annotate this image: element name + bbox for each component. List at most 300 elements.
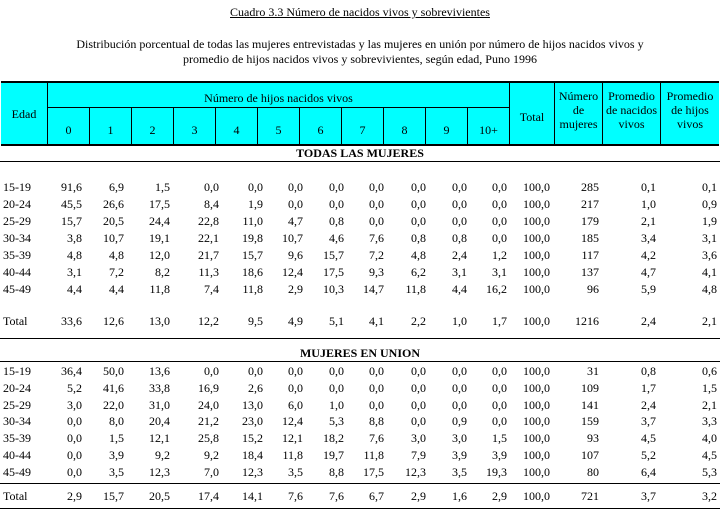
cell-value: 1,0 bbox=[641, 197, 656, 211]
cell-value: 4,7 bbox=[288, 214, 303, 228]
cell-value: 8,2 bbox=[155, 265, 170, 279]
cell-value: 80 bbox=[587, 464, 599, 479]
row-label: 35-39 bbox=[3, 431, 31, 446]
cell-value: 5,3 bbox=[702, 464, 717, 479]
cell-value: 10,7 bbox=[282, 231, 303, 245]
cell-value: 3,5 bbox=[452, 464, 467, 479]
header-children-3: 3 bbox=[191, 123, 198, 137]
cell-value: 1,6 bbox=[452, 489, 467, 503]
cell-value: 6,9 bbox=[109, 180, 124, 194]
cell-value: 0,0 bbox=[288, 197, 303, 211]
cell-value: 100,0 bbox=[523, 489, 550, 503]
header-total: Total bbox=[519, 110, 545, 124]
cell-value: 2,1 bbox=[702, 397, 717, 412]
cell-value: 1,2 bbox=[492, 248, 507, 262]
cell-value: 117 bbox=[581, 248, 599, 262]
cell-value: 3,0 bbox=[411, 431, 426, 446]
cell-value: 50,0 bbox=[103, 364, 124, 378]
cell-value: 100,0 bbox=[523, 265, 550, 279]
row-label: Total bbox=[3, 314, 28, 328]
table-row bbox=[0, 381, 720, 397]
cell-value: 4,8 bbox=[67, 248, 82, 262]
cell-value: 3,7 bbox=[641, 489, 656, 503]
cell-value: 7,6 bbox=[369, 431, 384, 446]
cell-value: 0,0 bbox=[67, 464, 82, 479]
cell-value: 100,0 bbox=[523, 180, 550, 194]
cell-value: 185 bbox=[581, 231, 599, 245]
header-edad: Edad bbox=[11, 107, 37, 121]
header-prom-nac-l3: vivos bbox=[618, 117, 645, 131]
cell-value: 3,0 bbox=[452, 431, 467, 446]
section-rule bbox=[0, 161, 720, 162]
cell-value: 0,0 bbox=[492, 231, 507, 245]
cell-value: 1,5 bbox=[492, 431, 507, 446]
header-children-0: 0 bbox=[65, 123, 72, 137]
header-column-divider bbox=[554, 83, 555, 144]
cell-value: 11,0 bbox=[242, 214, 263, 228]
cell-value: 16,2 bbox=[486, 282, 507, 296]
header-children-1: 1 bbox=[107, 123, 114, 137]
cell-value: 19,1 bbox=[149, 231, 170, 245]
section-rule bbox=[0, 508, 720, 509]
cell-value: 12,1 bbox=[149, 431, 170, 446]
cell-value: 0,0 bbox=[492, 197, 507, 211]
cell-value: 8,8 bbox=[369, 414, 384, 429]
cell-value: 100,0 bbox=[523, 380, 550, 395]
cell-value: 0,8 bbox=[329, 214, 344, 228]
cell-value: 3,5 bbox=[288, 464, 303, 479]
cell-value: 0,0 bbox=[67, 431, 82, 446]
cell-value: 1,5 bbox=[109, 431, 124, 446]
cell-value: 0,0 bbox=[248, 364, 263, 378]
cell-value: 0,0 bbox=[204, 180, 219, 194]
header-children-9: 9 bbox=[443, 123, 450, 137]
cell-value: 91,6 bbox=[61, 180, 82, 194]
table-subtitle bbox=[60, 37, 660, 67]
cell-value: 0,0 bbox=[452, 397, 467, 412]
cell-value: 7,2 bbox=[369, 248, 384, 262]
cell-value: 4,6 bbox=[329, 231, 344, 245]
cell-value: 9,3 bbox=[369, 265, 384, 279]
cell-value: 0,0 bbox=[369, 397, 384, 412]
table-row bbox=[0, 364, 720, 380]
header-column-divider bbox=[602, 83, 603, 144]
row-label: 25-29 bbox=[3, 397, 31, 412]
cell-value: 0,0 bbox=[288, 180, 303, 194]
cell-value: 14,7 bbox=[363, 282, 384, 296]
cell-value: 36,4 bbox=[61, 364, 82, 378]
cell-value: 100,0 bbox=[523, 231, 550, 245]
cell-value: 26,6 bbox=[103, 197, 124, 211]
header-promedio-nacidos bbox=[603, 89, 660, 131]
header-prom-sob-l1: Promedio bbox=[666, 89, 714, 103]
cell-value: 100,0 bbox=[523, 414, 550, 429]
cell-value: 3,2 bbox=[702, 489, 717, 503]
section-rule bbox=[0, 361, 720, 362]
cell-value: 100,0 bbox=[523, 464, 550, 479]
cell-value: 8,0 bbox=[109, 414, 124, 429]
cell-value: 0,0 bbox=[329, 180, 344, 194]
cell-value: 0,0 bbox=[288, 364, 303, 378]
cell-value: 2,9 bbox=[67, 489, 82, 503]
cell-value: 100,0 bbox=[523, 448, 550, 462]
cell-value: 24,4 bbox=[149, 214, 170, 228]
cell-value: 3,9 bbox=[492, 448, 507, 462]
cell-value: 5,9 bbox=[641, 282, 656, 296]
header-children-4: 4 bbox=[233, 123, 240, 137]
cell-value: 7,6 bbox=[369, 231, 384, 245]
cell-value: 0,0 bbox=[492, 414, 507, 429]
cell-value: 0,0 bbox=[411, 214, 426, 228]
cell-value: 0,0 bbox=[492, 397, 507, 412]
cell-value: 0,0 bbox=[492, 214, 507, 228]
section-title: TODAS LAS MUJERES bbox=[296, 146, 424, 160]
cell-value: 1,7 bbox=[641, 380, 656, 395]
cell-value: 18,2 bbox=[323, 431, 344, 446]
cell-value: 100,0 bbox=[523, 431, 550, 446]
table-title: Cuadro 3.3 Número de nacidos vivos y sobrevivientes bbox=[230, 5, 490, 19]
table-row bbox=[0, 248, 720, 264]
table-row-total bbox=[0, 489, 720, 505]
header-children-5: 5 bbox=[275, 123, 282, 137]
cell-value: 18,6 bbox=[242, 265, 263, 279]
cell-value: 137 bbox=[581, 265, 599, 279]
cell-value: 0,0 bbox=[204, 364, 219, 378]
table-row bbox=[0, 282, 720, 298]
cell-value: 9,6 bbox=[288, 248, 303, 262]
header-prom-sob-l2: de hijos bbox=[671, 103, 709, 117]
cell-value: 5,2 bbox=[67, 380, 82, 395]
cell-value: 20,4 bbox=[149, 414, 170, 429]
cell-value: 141 bbox=[581, 397, 599, 412]
row-label: 35-39 bbox=[3, 248, 31, 262]
cell-value: 159 bbox=[581, 414, 599, 429]
cell-value: 2,1 bbox=[641, 214, 656, 228]
cell-value: 10,3 bbox=[323, 282, 344, 296]
cell-value: 6,7 bbox=[369, 489, 384, 503]
cell-value: 22,1 bbox=[198, 231, 219, 245]
cell-value: 0,0 bbox=[369, 197, 384, 211]
header-promedio-sobrevivientes bbox=[661, 89, 719, 131]
cell-value: 0,0 bbox=[492, 380, 507, 395]
cell-value: 0,0 bbox=[411, 197, 426, 211]
table-row bbox=[0, 265, 720, 281]
row-label: 30-34 bbox=[3, 414, 31, 429]
cell-value: 100,0 bbox=[523, 282, 550, 296]
cell-value: 3,1 bbox=[492, 265, 507, 279]
table-row bbox=[0, 431, 720, 447]
cell-value: 21,2 bbox=[198, 414, 219, 429]
row-label: 30-34 bbox=[3, 231, 31, 245]
cell-value: 24,0 bbox=[198, 397, 219, 412]
cell-value: 0,8 bbox=[411, 231, 426, 245]
cell-value: 0,0 bbox=[411, 397, 426, 412]
cell-value: 0,9 bbox=[702, 197, 717, 211]
cell-value: 721 bbox=[581, 489, 599, 503]
cell-value: 2,4 bbox=[452, 248, 467, 262]
cell-value: 19,3 bbox=[486, 464, 507, 479]
cell-value: 41,6 bbox=[103, 380, 124, 395]
cell-value: 45,5 bbox=[61, 197, 82, 211]
cell-value: 17,5 bbox=[149, 197, 170, 211]
cell-value: 33,6 bbox=[61, 314, 82, 328]
cell-value: 0,0 bbox=[248, 180, 263, 194]
cell-value: 100,0 bbox=[523, 197, 550, 211]
row-label: 45-49 bbox=[3, 464, 31, 479]
row-label: 20-24 bbox=[3, 380, 31, 395]
cell-value: 13,0 bbox=[242, 397, 263, 412]
cell-value: 1,5 bbox=[702, 380, 717, 395]
cell-value: 100,0 bbox=[523, 364, 550, 378]
cell-value: 19,7 bbox=[323, 448, 344, 462]
cell-value: 5,2 bbox=[641, 448, 656, 462]
cell-value: 0,8 bbox=[452, 231, 467, 245]
cell-value: 2,1 bbox=[702, 314, 717, 328]
cell-value: 3,1 bbox=[702, 231, 717, 245]
table-header bbox=[1, 81, 719, 146]
table-row bbox=[0, 180, 720, 196]
cell-value: 0,0 bbox=[492, 180, 507, 194]
header-numero-l3: mujeres bbox=[559, 117, 598, 131]
table-row bbox=[0, 414, 720, 430]
header-column-divider bbox=[660, 83, 661, 144]
cell-value: 5,3 bbox=[329, 414, 344, 429]
cell-value: 107 bbox=[581, 448, 599, 462]
cell-value: 5,1 bbox=[329, 314, 344, 328]
cell-value: 3,6 bbox=[702, 248, 717, 262]
subtitle-line-2: promedio de hijos nacidos vivos y sobrevivientes, según edad, Puno 1996 bbox=[183, 52, 537, 66]
cell-value: 100,0 bbox=[523, 314, 550, 328]
header-prom-nac-l2: de nacidos bbox=[606, 103, 657, 117]
cell-value: 2,4 bbox=[641, 314, 656, 328]
cell-value: 17,5 bbox=[323, 265, 344, 279]
cell-value: 0,0 bbox=[452, 197, 467, 211]
cell-value: 9,2 bbox=[155, 448, 170, 462]
cell-value: 4,0 bbox=[702, 431, 717, 446]
cell-value: 96 bbox=[587, 282, 599, 296]
cell-value: 15,7 bbox=[103, 489, 124, 503]
table-row-total bbox=[0, 314, 720, 330]
cell-value: 0,0 bbox=[369, 364, 384, 378]
cell-value: 0,1 bbox=[641, 180, 656, 194]
cell-value: 22,8 bbox=[198, 214, 219, 228]
cell-value: 2,9 bbox=[492, 489, 507, 503]
cell-value: 2,9 bbox=[288, 282, 303, 296]
cell-value: 11,8 bbox=[282, 448, 303, 462]
cell-value: 2,6 bbox=[248, 380, 263, 395]
cell-value: 0,0 bbox=[452, 380, 467, 395]
cell-value: 100,0 bbox=[523, 397, 550, 412]
cell-value: 18,4 bbox=[242, 448, 263, 462]
cell-value: 1,9 bbox=[248, 197, 263, 211]
cell-value: 109 bbox=[581, 380, 599, 395]
cell-value: 9,2 bbox=[204, 448, 219, 462]
cell-value: 15,7 bbox=[323, 248, 344, 262]
section-rule bbox=[0, 338, 720, 339]
cell-value: 4,1 bbox=[702, 265, 717, 279]
cell-value: 2,4 bbox=[641, 397, 656, 412]
cell-value: 0,0 bbox=[492, 364, 507, 378]
header-children-2: 2 bbox=[149, 123, 156, 137]
cell-value: 0,0 bbox=[452, 214, 467, 228]
cell-value: 6,0 bbox=[288, 397, 303, 412]
cell-value: 11,3 bbox=[198, 265, 219, 279]
cell-value: 0,1 bbox=[702, 180, 717, 194]
header-numero-l1: Número bbox=[558, 89, 599, 103]
cell-value: 0,0 bbox=[452, 180, 467, 194]
header-children-10: 10+ bbox=[479, 123, 498, 137]
cell-value: 3,1 bbox=[67, 265, 82, 279]
cell-value: 3,7 bbox=[641, 414, 656, 429]
cell-value: 4,4 bbox=[67, 282, 82, 296]
cell-value: 12,3 bbox=[149, 464, 170, 479]
cell-value: 0,0 bbox=[329, 380, 344, 395]
table-row bbox=[0, 398, 720, 414]
cell-value: 7,0 bbox=[204, 464, 219, 479]
cell-value: 1,7 bbox=[492, 314, 507, 328]
subtitle-line-1: Distribución porcentual de todas las mujeres entrevistadas y las mujeres en unión por número de hijos nacidos vivos y bbox=[76, 37, 644, 51]
cell-value: 3,4 bbox=[641, 231, 656, 245]
cell-value: 20,5 bbox=[103, 214, 124, 228]
header-prom-sob-l3: vivos bbox=[676, 117, 703, 131]
header-numero-mujeres bbox=[555, 89, 602, 131]
cell-value: 15,7 bbox=[61, 214, 82, 228]
cell-value: 21,7 bbox=[198, 248, 219, 262]
row-label: 20-24 bbox=[3, 197, 31, 211]
cell-value: 0,9 bbox=[452, 414, 467, 429]
cell-value: 12,2 bbox=[198, 314, 219, 328]
header-numero-l2: de bbox=[572, 103, 585, 117]
cell-value: 12,3 bbox=[242, 464, 263, 479]
header-prom-nac-l1: Promedio bbox=[608, 89, 655, 103]
row-label: 45-49 bbox=[3, 282, 31, 296]
cell-value: 19,8 bbox=[242, 231, 263, 245]
row-label: 25-29 bbox=[3, 214, 31, 228]
header-children-6: 6 bbox=[317, 123, 324, 137]
cell-value: 6,4 bbox=[641, 464, 656, 479]
cell-value: 1,0 bbox=[329, 397, 344, 412]
cell-value: 3,9 bbox=[452, 448, 467, 462]
cell-value: 12,3 bbox=[405, 464, 426, 479]
cell-value: 12,4 bbox=[282, 414, 303, 429]
cell-value: 7,2 bbox=[109, 265, 124, 279]
header-group-rule bbox=[47, 107, 509, 108]
cell-value: 1,0 bbox=[452, 314, 467, 328]
cell-value: 0,0 bbox=[411, 414, 426, 429]
row-label: Total bbox=[3, 489, 28, 503]
row-label: 15-19 bbox=[3, 364, 31, 378]
cell-value: 17,5 bbox=[363, 464, 384, 479]
table-row bbox=[0, 197, 720, 213]
cell-value: 9,5 bbox=[248, 314, 263, 328]
cell-value: 4,1 bbox=[369, 314, 384, 328]
cell-value: 7,6 bbox=[288, 489, 303, 503]
cell-value: 23,0 bbox=[242, 414, 263, 429]
section-rule bbox=[0, 483, 720, 484]
cell-value: 15,2 bbox=[242, 431, 263, 446]
cell-value: 12,6 bbox=[103, 314, 124, 328]
cell-value: 0,6 bbox=[702, 364, 717, 378]
cell-value: 0,8 bbox=[641, 364, 656, 378]
cell-value: 11,8 bbox=[242, 282, 263, 296]
cell-value: 0,0 bbox=[288, 380, 303, 395]
cell-value: 11,8 bbox=[363, 448, 384, 462]
cell-value: 13,6 bbox=[149, 364, 170, 378]
row-label: 40-44 bbox=[3, 448, 31, 462]
cell-value: 3,8 bbox=[67, 231, 82, 245]
cell-value: 0,0 bbox=[411, 380, 426, 395]
cell-value: 0,0 bbox=[411, 180, 426, 194]
cell-value: 31 bbox=[587, 364, 599, 378]
cell-value: 0,0 bbox=[411, 364, 426, 378]
table-row bbox=[0, 214, 720, 230]
cell-value: 1,5 bbox=[155, 180, 170, 194]
header-group-title: Número de hijos nacidos vivos bbox=[204, 91, 353, 105]
cell-value: 7,4 bbox=[204, 282, 219, 296]
cell-value: 4,8 bbox=[109, 248, 124, 262]
cell-value: 11,8 bbox=[149, 282, 170, 296]
cell-value: 0,0 bbox=[369, 214, 384, 228]
section-title: MUJERES EN UNION bbox=[299, 346, 420, 360]
cell-value: 2,9 bbox=[411, 489, 426, 503]
cell-value: 100,0 bbox=[523, 248, 550, 262]
cell-value: 1,9 bbox=[702, 214, 717, 228]
table-row bbox=[0, 465, 720, 481]
cell-value: 3,5 bbox=[109, 464, 124, 479]
table-row bbox=[0, 448, 720, 464]
cell-value: 12,1 bbox=[282, 431, 303, 446]
cell-value: 4,4 bbox=[452, 282, 467, 296]
cell-value: 93 bbox=[587, 431, 599, 446]
cell-value: 0,0 bbox=[329, 197, 344, 211]
cell-value: 0,0 bbox=[369, 380, 384, 395]
header-column-divider bbox=[509, 83, 510, 144]
cell-value: 0,0 bbox=[329, 364, 344, 378]
cell-value: 25,8 bbox=[198, 431, 219, 446]
table-row bbox=[0, 231, 720, 247]
cell-value: 11,8 bbox=[405, 282, 426, 296]
cell-value: 0,0 bbox=[67, 414, 82, 429]
cell-value: 3,9 bbox=[109, 448, 124, 462]
cell-value: 0,0 bbox=[369, 180, 384, 194]
row-label: 40-44 bbox=[3, 265, 31, 279]
row-label: 15-19 bbox=[3, 180, 31, 194]
cell-value: 4,8 bbox=[411, 248, 426, 262]
cell-value: 0,0 bbox=[67, 448, 82, 462]
cell-value: 12,4 bbox=[282, 265, 303, 279]
cell-value: 0,0 bbox=[452, 364, 467, 378]
cell-value: 12,0 bbox=[149, 248, 170, 262]
cell-value: 179 bbox=[581, 214, 599, 228]
cell-value: 20,5 bbox=[149, 489, 170, 503]
cell-value: 8,4 bbox=[204, 197, 219, 211]
cell-value: 4,8 bbox=[702, 282, 717, 296]
header-children-8: 8 bbox=[401, 123, 408, 137]
cell-value: 17,4 bbox=[198, 489, 219, 503]
cell-value: 15,7 bbox=[242, 248, 263, 262]
cell-value: 6,2 bbox=[411, 265, 426, 279]
cell-value: 4,7 bbox=[641, 265, 656, 279]
cell-value: 285 bbox=[581, 180, 599, 194]
cell-value: 3,3 bbox=[702, 414, 717, 429]
cell-value: 100,0 bbox=[523, 214, 550, 228]
cell-value: 4,5 bbox=[702, 448, 717, 462]
cell-value: 13,0 bbox=[149, 314, 170, 328]
cell-value: 33,8 bbox=[149, 380, 170, 395]
cell-value: 14,1 bbox=[242, 489, 263, 503]
cell-value: 4,5 bbox=[641, 431, 656, 446]
cell-value: 10,7 bbox=[103, 231, 124, 245]
